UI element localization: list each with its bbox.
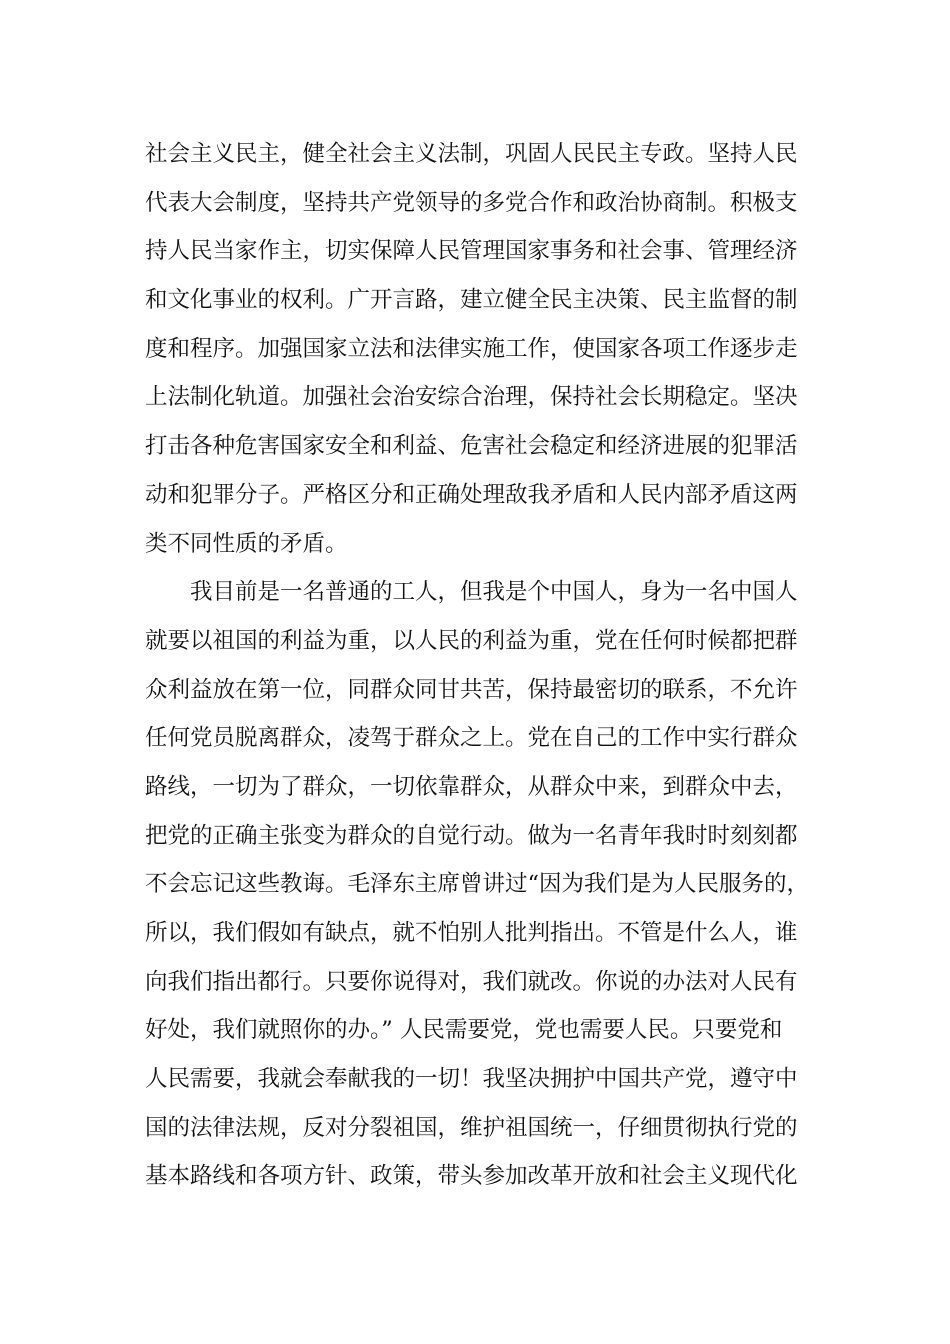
- paragraph-1-line-4: 和文化事业的权利。广开言路，建立健全民主决策、民主监督的制: [145, 287, 798, 314]
- paragraph-2-line-2: 就要以祖国的利益为重，以人民的利益为重，党在任何时候都把群: [145, 627, 798, 654]
- paragraph-1-line-8: 动和犯罪分子。严格区分和正确处理敌我矛盾和人民内部矛盾这两: [145, 481, 798, 508]
- paragraph-2-line-9: 向我们指出都行。只要你说得对，我们就改。你说的办法对人民有: [145, 968, 798, 995]
- paragraph-2-line-7: 不会忘记这些教诲。毛泽东主席曾讲过“因为我们是为人民服务的，: [145, 871, 810, 898]
- paragraph-2-line-3: 众利益放在第一位，同群众同甘共苦，保持最密切的联系，不允许: [145, 676, 798, 703]
- paragraph-2-line-6: 把党的正确主张变为群众的自觉行动。做为一名青年我时时刻刻都: [145, 822, 798, 849]
- document-body: [145, 130, 825, 1201]
- paragraph-2-line-13: 基本路线和各项方针、政策，带头参加改革开放和社会主义现代化: [145, 1163, 798, 1190]
- paragraph-1-line-3: 持人民当家作主，切实保障人民管理国家事务和社会事、管理经济: [145, 238, 798, 265]
- paragraph-2-line-11: 人民需要，我就会奉献我的一切！我坚决拥护中国共产党，遵守中: [145, 1066, 798, 1093]
- paragraph-1-line-5: 度和程序。加强国家立法和法律实施工作，使国家各项工作逐步走: [145, 335, 798, 362]
- paragraph-2-line-4: 任何党员脱离群众，凌驾于群众之上。党在自己的工作中实行群众: [145, 725, 798, 752]
- paragraph-2-line-12: 国的法律法规，反对分裂祖国，维护祖国统一，仔细贯彻执行党的: [145, 1114, 798, 1141]
- paragraph-1-line-1: 社会主义民主，健全社会主义法制，巩固人民民主专政。坚持人民: [145, 141, 798, 167]
- paragraph-1-line-9: 类不同性质的矛盾。: [145, 530, 348, 557]
- paragraph-2-line-8: 所以，我们假如有缺点，就不怕别人批判指出。不管是什么人，谁: [145, 920, 798, 946]
- paragraph-1-line-2: 代表大会制度，坚持共产党领导的多党合作和政治协商制。积极支: [145, 189, 798, 216]
- paragraph-2-line-1: 我目前是一名普通的工人，但我是个中国人，身为一名中国人: [190, 579, 798, 606]
- paragraph-1-line-7: 打击各种危害国家安全和利益、危害社会稳定和经济进展的犯罪活: [145, 433, 798, 460]
- paragraph-2-line-10: 好处，我们就照你的办。” 人民需要党，党也需要人民。只要党和: [145, 1017, 783, 1044]
- paragraph-1-line-6: 上法制化轨道。加强社会治安综合治理，保持社会长期稳定。坚决: [145, 384, 798, 411]
- paragraph-2-line-5: 路线，一切为了群众，一切依靠群众，从群众中来，到群众中去，: [145, 773, 798, 800]
